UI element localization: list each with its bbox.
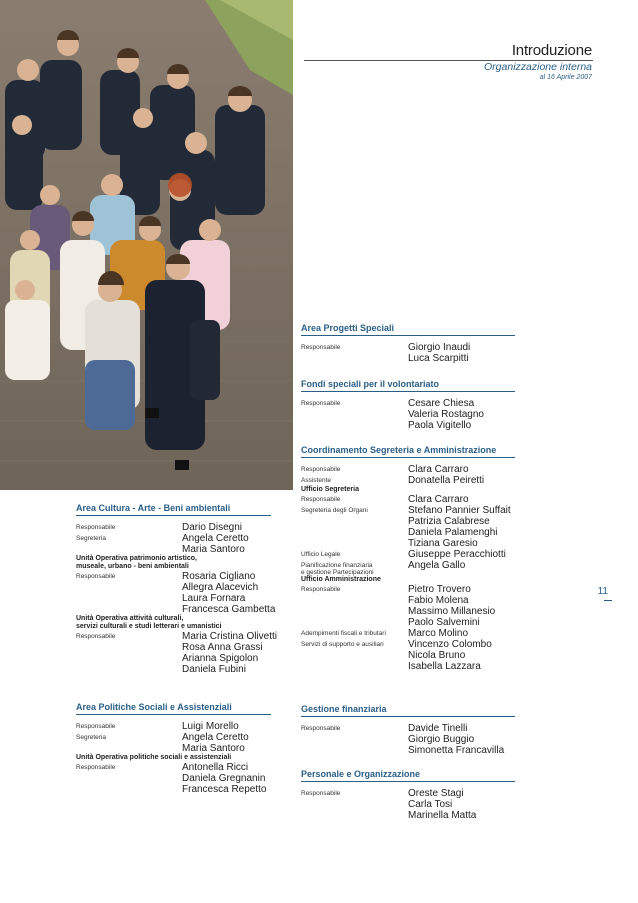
person-name: Antonella Ricci xyxy=(182,762,249,773)
role-row xyxy=(301,560,515,576)
person-name: Giuseppe Peracchiotti xyxy=(408,549,506,560)
role-label: Adempimenti fiscali e tributari xyxy=(301,630,386,637)
role-label: Assistente xyxy=(301,477,331,484)
section-title: Personale e Organizzazione xyxy=(301,769,515,782)
role-label: Servizi di supporto e ausiliari xyxy=(301,641,384,648)
role-label: Responsabile xyxy=(301,344,341,351)
names-list xyxy=(182,732,249,754)
group-photo xyxy=(0,0,293,490)
person-name: Massimo Millanesio xyxy=(408,606,496,617)
section-title: Coordinamento Segreteria e Amministrazione xyxy=(301,445,515,458)
role-label: Responsabile xyxy=(301,586,341,593)
section-title: Area Cultura - Arte - Beni ambientali xyxy=(76,503,271,516)
person-name: Oreste Stagi xyxy=(408,788,464,799)
role-row xyxy=(301,639,515,672)
person-name: Giorgio Buggio xyxy=(408,734,475,745)
section-title: Gestione finanziaria xyxy=(301,704,515,717)
org-section xyxy=(301,445,515,672)
role-row xyxy=(76,631,278,675)
person-name: Daniela Fubini xyxy=(182,664,246,675)
person-name: Luca Scarpitti xyxy=(408,353,469,364)
names-list xyxy=(408,788,476,821)
role-label: Segreteria degli Organi xyxy=(301,507,368,514)
person-name: Stefano Pannier Suffait xyxy=(408,505,511,516)
role-row xyxy=(301,342,515,364)
role-label: Ufficio Legale xyxy=(301,551,341,558)
role-row xyxy=(301,464,515,475)
org-section xyxy=(76,503,278,675)
person-name: Angela Gallo xyxy=(408,560,466,571)
role-row xyxy=(76,721,271,732)
section-title: Fondi speciali per il volontariato xyxy=(301,379,515,392)
role-label: Responsabile xyxy=(301,400,341,407)
names-list xyxy=(182,721,239,732)
person-name: Fabio Molena xyxy=(408,595,469,606)
org-section xyxy=(301,704,515,756)
names-list xyxy=(408,549,506,560)
role-label: Responsabile xyxy=(76,524,116,531)
role-label: Responsabile xyxy=(76,764,116,771)
names-list xyxy=(408,342,470,364)
org-section xyxy=(301,769,515,821)
unit-title: Unità Operativa patrimonio artistico, museale, urbano - beni ambientali xyxy=(76,555,197,570)
names-list xyxy=(408,475,484,486)
person-name: Valeria Rostagno xyxy=(408,409,484,420)
person-name: Carla Tosi xyxy=(408,799,453,810)
person-name: Pietro Trovero xyxy=(408,584,471,595)
role-row xyxy=(301,475,515,486)
org-section xyxy=(301,379,515,431)
group-photo-illustration xyxy=(0,0,293,490)
role-row xyxy=(76,533,271,555)
person-name: Daniela Palamenghi xyxy=(408,527,498,538)
person-name: Donatella Peiretti xyxy=(408,475,485,486)
names-list xyxy=(408,560,465,571)
role-label: Responsabile xyxy=(76,633,116,640)
person-name: Clara Carraro xyxy=(408,494,469,505)
person-name: Angela Ceretto xyxy=(182,732,249,743)
person-name: Dario Disegni xyxy=(182,522,243,533)
role-row xyxy=(301,505,515,549)
person-name: Francesca Repetto xyxy=(182,784,267,795)
role-row xyxy=(76,732,271,754)
names-list xyxy=(408,398,484,431)
unit-title: Ufficio Amministrazione xyxy=(301,576,381,583)
role-row xyxy=(301,398,515,431)
org-section xyxy=(76,702,271,795)
person-name: Simonetta Francavilla xyxy=(408,745,505,756)
role-row xyxy=(301,788,515,821)
section-title: Area Politiche Sociali e Assistenziali xyxy=(76,702,271,715)
person-name: Francesca Gambetta xyxy=(182,604,276,615)
role-label: Segreteria xyxy=(76,535,106,542)
role-row xyxy=(76,762,271,795)
names-list xyxy=(182,762,267,795)
org-section xyxy=(301,323,515,364)
person-name: Rosa Anna Grassi xyxy=(182,642,263,653)
role-label: Responsabile xyxy=(301,790,341,797)
person-name: Maria Santoro xyxy=(182,743,245,754)
person-name: Maria Cristina Olivetti xyxy=(182,631,278,642)
names-list xyxy=(408,505,511,549)
names-list xyxy=(408,584,495,628)
role-label: Responsabile xyxy=(301,496,341,503)
names-list xyxy=(408,494,469,505)
page-title: Introduzione xyxy=(511,42,592,59)
section-title: Area Progetti Speciali xyxy=(301,323,515,336)
person-name: Vincenzo Colombo xyxy=(408,639,492,650)
person-name: Paolo Salvemini xyxy=(408,617,480,628)
unit-title: Ufficio Segreteria xyxy=(301,486,359,493)
names-list xyxy=(182,571,275,615)
page-number: 11 xyxy=(597,586,608,597)
person-name: Clara Carraro xyxy=(408,464,469,475)
page-number-rule xyxy=(604,600,612,601)
role-row xyxy=(301,549,515,560)
person-name: Arianna Spigolon xyxy=(182,653,259,664)
person-name: Rosaria Cigliano xyxy=(182,571,256,582)
role-row xyxy=(76,571,276,615)
names-list xyxy=(408,723,504,756)
role-label: Responsabile xyxy=(76,723,116,730)
names-list xyxy=(408,464,469,475)
person-name: Luigi Morello xyxy=(182,721,239,732)
role-row xyxy=(301,723,515,756)
role-label: Segreteria xyxy=(76,734,106,741)
person-name: Paola Vigitello xyxy=(408,420,472,431)
role-row xyxy=(301,628,515,639)
person-name: Giorgio Inaudi xyxy=(408,342,471,353)
page-subtitle: Organizzazione interna xyxy=(484,61,592,73)
page-date: al 16 Aprile 2007 xyxy=(539,74,592,81)
person-name: Cesare Chiesa xyxy=(408,398,475,409)
person-name: Nicola Bruno xyxy=(408,650,466,661)
unit-title: Unità Operativa attività culturali, servizi culturali e studi letterari e umanistici xyxy=(76,615,222,630)
names-list xyxy=(182,522,242,533)
role-label: Responsabile xyxy=(301,725,341,732)
person-name: Daniela Gregnanin xyxy=(182,773,266,784)
role-row xyxy=(76,522,271,533)
person-name: Tiziana Garesio xyxy=(408,538,478,549)
person-name: Maria Santoro xyxy=(182,544,245,555)
names-list xyxy=(408,628,468,639)
person-name: Laura Fornara xyxy=(182,593,246,604)
names-list xyxy=(408,639,492,672)
names-list xyxy=(182,533,249,555)
person-name: Patrizia Calabrese xyxy=(408,516,490,527)
role-label: Pianificazione finanziaria e gestione Partecipazioni xyxy=(301,562,374,576)
role-label: Responsabile xyxy=(301,466,341,473)
person-name: Allegra Alacevich xyxy=(182,582,259,593)
unit-title: Unità Operativa politiche sociali e assistenziali xyxy=(76,754,232,761)
role-row xyxy=(301,584,515,628)
names-list xyxy=(182,631,277,675)
person-name: Angela Ceretto xyxy=(182,533,249,544)
role-label: Responsabile xyxy=(76,573,116,580)
person-name: Marco Molino xyxy=(408,628,469,639)
role-row xyxy=(301,494,515,505)
person-name: Isabella Lazzara xyxy=(408,661,481,672)
person-name: Davide Tinelli xyxy=(408,723,468,734)
person-name: Marinella Matta xyxy=(408,810,477,821)
